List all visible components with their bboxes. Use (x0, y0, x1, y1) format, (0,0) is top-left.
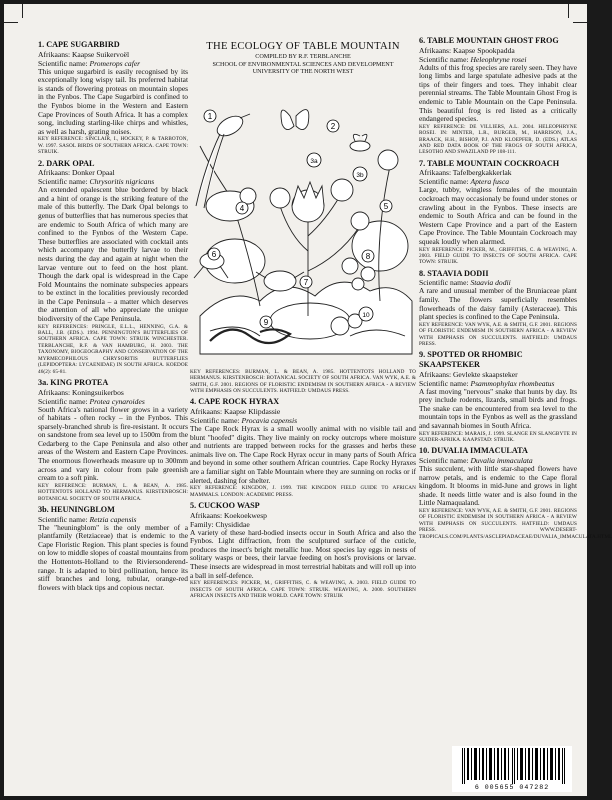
scientific-name: Scientific name: Duvalia immaculata (419, 455, 533, 465)
compiled-by: COMPILED BY R.F. TERBLANCHE (255, 53, 351, 60)
afrikaans-name: Afrikaans: Tafelbergkakkerlak (419, 168, 512, 178)
afrikaans-name: Afrikaans: Kaapse Spookpadda (419, 45, 515, 55)
section-king-protea (38, 378, 188, 502)
section-title: 9. SPOTTED OR RHOMBIC SKAAPSTEKER (419, 350, 523, 369)
afrikaans-name: Afrikaans: Kaapse Klipdassie (190, 407, 281, 416)
illustration-label-9 (260, 316, 272, 328)
section-title: 8. STAAVIA DODII (419, 268, 489, 278)
section-title: 3a. KING PROTEA (38, 377, 109, 387)
left-column (38, 40, 188, 595)
svg-text:8: 8 (365, 251, 371, 261)
section-body: The "heuningblom" is the only member of a plantfamily (Retziaceae) that is endemic to the Cape Floristic Region. This plant species is found on low to middle slopes of coastal mountains from the Hottentots-Holland to the Riviersonderend-range. It is adapted to bird pollination, hence its stiff branches and long, tubular, orange-red flowers with black tips and copious nectar. (38, 522, 188, 592)
section-title: 4. CAPE ROCK HYRAX (190, 397, 280, 407)
section-body: This succulent, with little star-shaped flowers have narrow petals, and is endemic to the Cape floral kingdom. It blooms in mid-June and grows in light shade. It needs little water and is also found in the Little Namaqualand. (419, 463, 577, 508)
svg-text:3a: 3a (310, 157, 318, 165)
illustration-label-7 (300, 276, 312, 288)
section-duvalia-immaculata (419, 446, 612, 540)
section-body: This unique sugarbird is easily recognised by its exceptionally long wispy tail. Its preferred habitat is stands of flowering proteas on mountain slopes in the Fynbos. The Cape Sugarbird is confined to the Fynbos biome in the Western and Eastern Cape Provinces of South Africa. It has a complex song, including starling-like chirps and whistles, as well as harsh, grating noises. (38, 66, 188, 136)
section-staavia-dodii (419, 269, 577, 348)
scientific-name: Scientific name: Protea cynaroides (38, 396, 145, 406)
section-table-mountain-cockroach (419, 159, 577, 266)
section-body: Large, tubby, wingless females of the mountain cockroach may occasionaly be found under stones or crawling about in the Fynbos. These insects are endemic to South Africa and can be found in the Western Cape Province and a part of the Eastern Cape Province. The Table Mountain Cockroach may squeak loudly when alarmed. (419, 185, 577, 246)
section-cape-rock-hyrax (190, 397, 416, 498)
key-reference: KEY REFERENCES: PRINGLE, E.L.L., HENNING, G.A. & BALL, J.B. (EDS.). 1994. PENNINGTON'S BUTTERFLIES OF SOUTHERN AFRICA. CAPE TOWN: STRUIK WINCHESTER. TERBLANCHE, R.F. & VAN HAMBURG, H. 2003. THE TAXONOMY, BIOGEOGRAPHY AND CONSERVATION OF THE MYRMECOPHILOUS CHRYSORITIS BUTTERFLIES (LEPIDOPTERA: LYCAENIDAE) IN SOUTH AFRICA. KOEDOE 46(2): 65-81. (38, 323, 188, 375)
family-name: Family: Chysididae (190, 519, 250, 529)
section-cuckoo-wasp (190, 501, 416, 599)
section-skaapsteker (419, 350, 577, 443)
section-title: 10. DUVALIA IMMACULATA (419, 446, 528, 456)
svg-text:3b: 3b (356, 171, 364, 179)
scientific-name: Scientific name: Psammophylax rhombeatus (419, 378, 555, 388)
illustration-label-10 (359, 307, 373, 321)
illustration-label-4 (236, 202, 248, 214)
section-title: 2. DARK OPAL (38, 158, 95, 168)
section-cape-sugarbird (38, 40, 188, 156)
scientific-name: Scientific name: Staavia dodii (419, 278, 511, 288)
key-reference: KEY REFERENCES: PICKER, M., GRIFFITHS, C. & WEAVING, A. 2003. FIELD GUIDE TO INSECTS OF SOUTH AFRICA. CAPE TOWN: STRUIK. WEAVING, A. 2000. SOUTHERN AFRICAN INSECTS AND THEIR WORLD. CAPE TOWN: STRUIK (190, 580, 416, 599)
illustration-label-3a (307, 153, 321, 167)
scientific-name: Scientific name: Retzia capensis (38, 514, 137, 524)
right-column (419, 36, 612, 543)
crop-mark (4, 22, 18, 23)
section-body: A variety of these hard-bodied insects occur in South Africa and also the Fynbos. Light diffraction, from the sculptured surface of the cuticle, produces the insect's bright metallic hue. Most species lay eggs in nests of solitary wasps or bees, their larvae feeding on host's provisions or larvae. These insects are widespread in most terrestrial habitats and will roll up into a ball in self-defence. (190, 527, 416, 580)
section-heuningblom (38, 505, 188, 592)
scientific-name: Scientific name: Procavia capensis (190, 416, 298, 425)
section-ghost-frog (419, 36, 577, 156)
key-reference: KEY REFERENCE: VAN WYK, A.E. & SMITH, G.F. 2001. REGIONS OF FLORISTIC ENDEMISM IN SOUTHERN AFRICA - A REVIEW WITH EMPHASIS ON SUCCULENTS. HATFIELD: UMDAUS PRESS. WWW.DESERT-TROPICALS.COM/PLANTS/ASCLEPIADACEAE/DUVALIA_IMMACULATA.HTML (419, 507, 612, 540)
illustration-label-8 (362, 250, 374, 262)
key-reference: KEY REFERENCES: BURMAN, L. & BEAN, A. 1985. HOTTENTOTS HOLLAND TO HERMANUS. KIRSTENBOSCH: BOTANICAL SOCIETY OF SOUTH AFRICA. VAN WYK, A.E. & SMITH, G.F. 2001. REGIONS OF FLORISTIC ENDEMISM IN SOUTHERN AFRICA - A REVIEW WITH EMPHASIS ON SUCCULENTS. HATFIELD: UMDAUS PRESS. (190, 368, 416, 394)
section-heuningblom-references (190, 369, 416, 395)
section-title: 5. CUCKOO WASP (190, 500, 260, 510)
page-title: THE ECOLOGY OF TABLE MOUNTAIN (206, 41, 400, 52)
key-reference: KEY REFERENCE: VAN WYK, A.E. & SMITH, G.F. 2001. REGIONS OF FLORISTIC ENDEMISM IN SOUTHERN AFRICA - A REVIEW WITH EMPHASIS ON SUCCULENTS. HATFIELD: UMDAUS PRESS. (419, 321, 577, 347)
key-reference: KEY REFERENCE: KINGDON, J. 1999. THE KINGDON FIELD GUIDE TO AFRICAN MAMMALS. LONDON: ACADEMIC PRESS. (190, 485, 416, 498)
barcode (452, 746, 572, 792)
svg-text:4: 4 (239, 203, 245, 213)
section-body: An extended opalescent blue bordered by black and a hint of orange is the striking feature of the male of this butterfly. The Dark Opal belongs to genus of butterflies that has numerous species that are endemic to South Africa of which many are confined to the Fynbos of the Western Cape. These butterflies are associated with cocktail ants which accompany the butterfly larvae to their nests during the day and again at night when the larvae venture out to feed on the host plant. Though the dark opal is widespread in the Cape Fold Mountains the nominate subspecies appears to be extinct in the localities previously recorded in the Cape Peninsula – a matter which deserves the attention of all who appreciate the unique biodiversity of the Cape Peninsula. (38, 185, 188, 324)
svg-text:5: 5 (383, 201, 389, 211)
table-mountain-illustration (190, 86, 416, 356)
section-title: 6. TABLE MOUNTAIN GHOST FROG (419, 36, 559, 45)
key-reference: KEY REFERENCE: SINCLAIR, I., HOCKEY, P. & TARBOTON, W. 1997. SASOL BIRDS OF SOUTHERN AFRICA. CAPE TOWN: STRUIK. (38, 136, 188, 156)
section-body: A rare and unusual member of the Bruniaceae plant family. The flowers superficially resembles flowerheads of the daisy family (Asteraceae). This plant species is confined to the Cape Peninsula. (419, 286, 577, 322)
illustration-label-3b (353, 167, 367, 181)
section-title: 1. CAPE SUGARBIRD (38, 40, 120, 49)
afrikaans-name: Afrikaans: Donker Opaal (38, 168, 115, 178)
crop-mark (22, 4, 23, 18)
afrikaans-name: Afrikaans: Kaapse Suikervoël (38, 49, 130, 59)
illustration-label-5 (380, 200, 392, 212)
section-body: A fast moving "nervous" snake that hunts by day. Its prey include rodents, lizards, small birds and frogs. The snake can be encountered from sea level to the mountain tops in the Fynbos as well as the grassland and savannah biomes in South Africa. (419, 386, 577, 430)
barcode-number: 6 005655 047282 (474, 784, 550, 791)
section-dark-opal (38, 159, 188, 375)
section-title: 7. TABLE MOUNTAIN COCKROACH (419, 158, 560, 168)
scientific-name: Scientific name: Chrysoritis nigricans (38, 177, 155, 187)
poster-header (190, 40, 416, 76)
school-name: SCHOOL OF ENVIRONMENTAL SCIENCES AND DEVELOPMENT (212, 60, 394, 68)
center-column (190, 40, 416, 602)
illustration-label-1 (204, 110, 216, 122)
svg-text:1: 1 (207, 111, 213, 121)
svg-text:6: 6 (211, 249, 217, 259)
key-reference: KEY REFERENCE: PICKER, M., GRIFFITHS, C. & WEAVING, A. 2003. FIELD GUIDE TO INSECTS OF SOUTH AFRICA. CAPE TOWN: STRUIK. (419, 246, 577, 266)
afrikaans-name: Afrikaans: Gevlekte skaapsteker (419, 369, 518, 379)
barcode-bars (460, 748, 568, 784)
key-reference: KEY REFERENCE: DE VILLIERS, A.L. 2004. HELEOPHRYNE ROSEI. IN: MINTER, L.R., BURGER, M., HARRISON, J.A., BRAACK, H.H., BISHOP, P.J. AND KLOEPFER, D. (EDS.) ATLAS AND RED DATA BOOK OF THE FROGS OF SOUTH AFRICA, LESOTHO AND SWAZILAND PP 108-111. (419, 123, 577, 156)
scientific-name: Scientific name: Promerops cafer (38, 58, 141, 68)
svg-text:2: 2 (330, 121, 336, 131)
scientific-name: Scientific name: Heleophryne rosei (419, 54, 527, 64)
afrikaans-name: Afrikaans: Koningsuikerbos (38, 387, 124, 397)
scientific-name: Scientific name: Aptera fusca (419, 177, 510, 187)
crop-mark (573, 22, 587, 23)
illustration-label-2 (327, 120, 339, 132)
key-reference: KEY REFERENCE: BURMAN, L. & BEAN, A. 1985. HOTTENTOTS HOLLAND TO HERMANUS. KIRSTENBOSCH: BOTANICAL SOCIETY OF SOUTH AFRICA. (38, 482, 188, 502)
section-body: South Africa's national flower grows in a variety of habitats - often rocky – in the Fynbos. This sparsely-branched shrub is fire-resistant. It occurs on sandstone from sea level up to 1500m from the Cedarberg to the Cape Peninsula and also other areas of the Western and Eastern Cape Provinces. The enormous flowerheads measure up to 300mm across and vary in colour from pale greenish cream to a soft pink. (38, 404, 188, 483)
section-title: 3b. HEUNINGBLOM (38, 505, 115, 515)
afrikaans-name: Afrikaans: Koekoekwesp (190, 510, 267, 520)
crop-mark (568, 4, 569, 18)
key-reference: KEY REFERENCE: MARAIS, J. 1999. SLANGE EN SLANGBYTE IN SUIDER-AFRIKA. KAAPSTAD: STRUIK. (419, 430, 577, 443)
illustration-label-6 (208, 248, 220, 260)
svg-text:7: 7 (303, 277, 309, 287)
section-body: Adults of this frog species are rarely seen. They have long limbs and large spatulate adhesive pads at the tips of their fingers and toes. They inhabit clear perennial streams. The Table Mountain Ghost Frog is endemic to Table Mountain on the Cape Peninsula. This beautiful frog is red listed as a critically endangered species. (419, 62, 577, 124)
svg-text:10: 10 (362, 311, 370, 319)
poster-sheet (4, 4, 612, 796)
svg-text:9: 9 (263, 317, 269, 327)
university-name: UNIVERSITY OF THE NORTH WEST (252, 68, 354, 76)
section-body: The Cape Rock Hyrax is a small woolly animal with no visible tail and blunt "hoofed" digits. They live mainly on rocky outcrops where moisture and nutrients are trapped between rocks for the grasses and herbs these animals live on. The Cape Rock Hyrax occur in many parts of South Africa and beyond in some other southern African countries. Cape Rocky Hyraxes are a familiar sight on Table Mountain where they are sunning on rocks or if alerted, dashing for shelter. (190, 424, 416, 485)
